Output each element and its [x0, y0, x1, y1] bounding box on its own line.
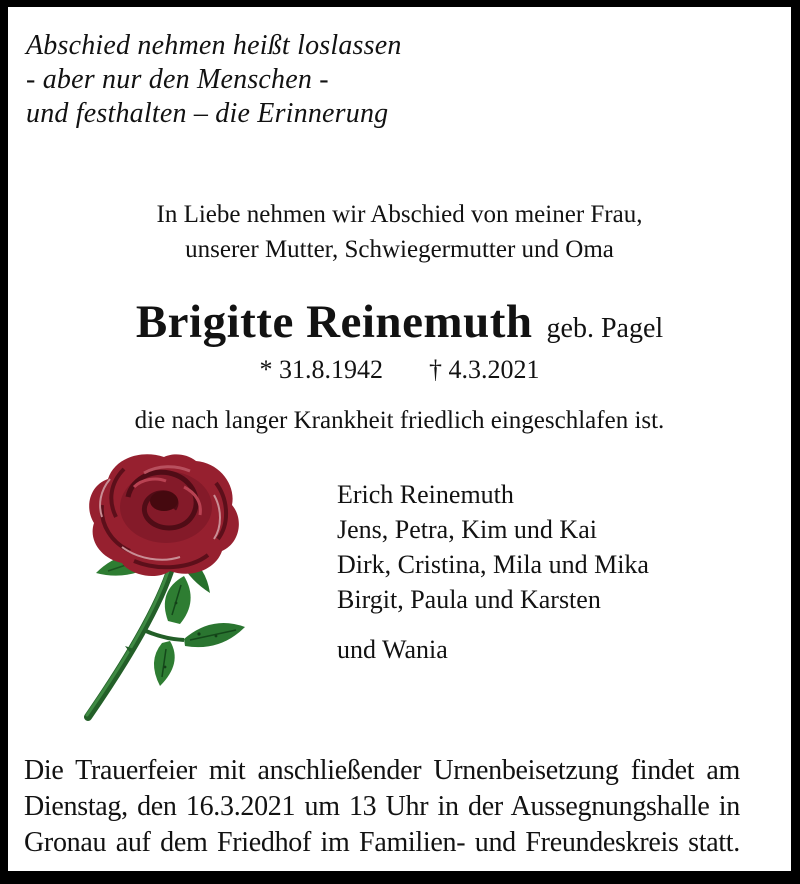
mourner-line: Erich Reinemuth — [337, 480, 514, 509]
rose-illustration — [64, 443, 279, 733]
deceased-name: Brigitte Reinemuth — [135, 296, 533, 348]
funeral-line: Gronau auf dem Friedhof im Familien- und Freundeskreis statt. — [24, 827, 740, 858]
funeral-line: Dienstag, den 16.3.2021 um 13 Uhr in der Aussegnungshalle in — [24, 791, 740, 822]
passing-note: die nach langer Krankheit friedlich eingeschlafen ist. — [134, 407, 665, 434]
epigraph — [26, 29, 402, 131]
mourner-line: Dirk, Cristina, Mila und Mika — [337, 550, 649, 579]
birth-date: * 31.8.1942 — [259, 355, 383, 384]
intro-line: unserer Mutter, Schwiegermutter und Oma — [185, 236, 614, 263]
epigraph-line: Abschied nehmen heißt loslassen — [26, 30, 402, 61]
mourners-list — [337, 477, 649, 667]
intro-text — [8, 197, 791, 267]
funeral-line: Die Trauerfeier mit anschließender Urnenbeisetzung findet am — [24, 755, 740, 786]
mourner-closing-line: und Wania — [337, 635, 448, 664]
red-rose-icon — [64, 443, 279, 733]
maiden-name: geb. Pagel — [546, 313, 664, 344]
life-dates — [8, 355, 791, 385]
mourner-line: Jens, Petra, Kim und Kai — [337, 515, 597, 544]
funeral-notice — [24, 753, 740, 861]
intro-line: In Liebe nehmen wir Abschied von meiner Frau, — [156, 201, 643, 228]
deceased-name-row — [8, 295, 791, 349]
mourner-line: Birgit, Paula und Karsten — [337, 585, 601, 614]
epigraph-line: und festhalten – die Erinnerung — [26, 98, 389, 129]
epigraph-line: - aber nur den Menschen - — [26, 64, 329, 95]
death-date: † 4.3.2021 — [429, 355, 540, 384]
